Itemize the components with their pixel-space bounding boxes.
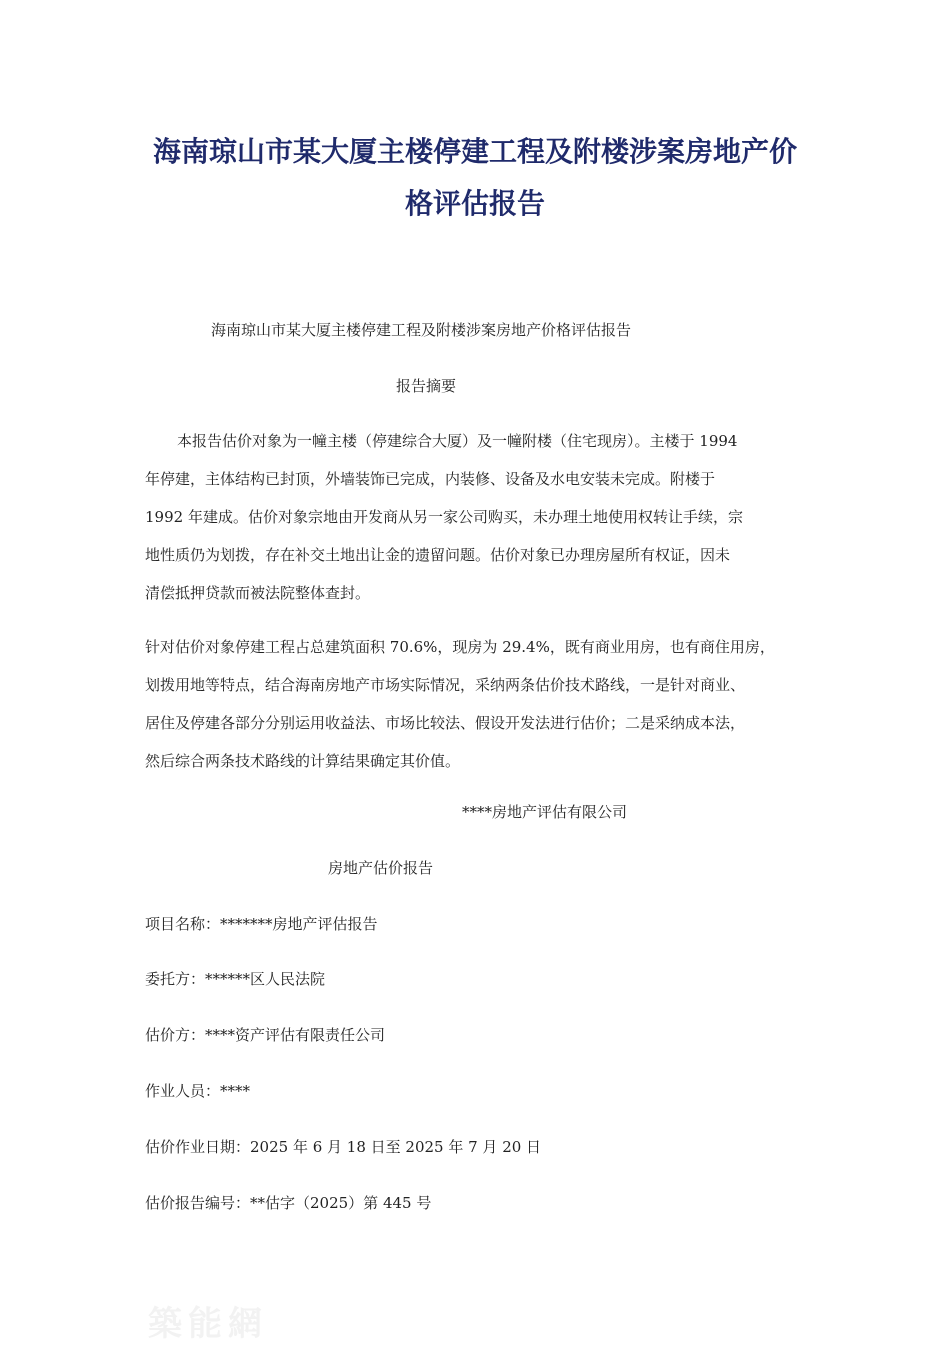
document-title-line-2: 格评估报告 [404,187,545,220]
company-signature: ****房地产评估有限公司 [462,803,628,821]
summary-paragraph-2 [145,628,810,780]
appraiser-field: 估价方：****资产评估有限责任公司 [145,1026,386,1044]
report-number-field: 估价报告编号：**估字（2025）第 445 号 [145,1194,432,1212]
work-date-field: 估价作业日期：2025 年 6 月 18 日至 2025 年 7 月 20 日 [145,1138,542,1156]
watermark-logo: 築能網 [148,1304,268,1344]
document-title [120,126,830,230]
summary-paragraph-1-line: 清偿抵押贷款而被法院整体查封。 [145,584,371,602]
summary-paragraph-2-line: 然后综合两条技术路线的计算结果确定其价值。 [145,752,461,770]
summary-paragraph-1-line: 1992 年建成。估价对象宗地由开发商从另一家公司购买，未办理土地使用权转让手续，宗 [145,508,743,526]
summary-paragraph-2-line: 划拨用地等特点，结合海南房地产市场实际情况，采纳两条估价技术路线，一是针对商业、 [145,676,746,694]
summary-paragraph-1-line: 地性质仍为划拨，存在补交土地出让金的遗留问题。估价对象已办理房屋所有权证，因未 [145,546,731,564]
project-name-field: 项目名称：*******房地产评估报告 [145,915,378,933]
summary-paragraph-1-line: 年停建，主体结构已封顶，外墙装饰已完成，内装修、设备及水电安装未完成。附楼于 [145,470,716,488]
summary-paragraph-1 [145,422,810,612]
report-heading: 房地产估价报告 [328,859,434,877]
report-subject-heading: 海南琼山市某大厦主楼停建工程及附楼涉案房地产价格评估报告 [211,321,632,339]
client-field: 委托方：******区人民法院 [145,970,326,988]
summary-paragraph-1-line: 本报告估价对象为一幢主楼（停建综合大厦）及一幢附楼（住宅现房）。主楼于 1994 [177,432,738,450]
document-title-line-1: 海南琼山市某大厦主楼停建工程及附楼涉案房地产价 [152,135,797,168]
summary-paragraph-2-line: 居住及停建各部分分别运用收益法、市场比较法、假设开发法进行估价；二是采纳成本法， [145,714,746,732]
summary-heading: 报告摘要 [396,377,457,395]
staff-field: 作业人员：**** [145,1082,251,1100]
summary-paragraph-2-line: 针对估价对象停建工程占总建筑面积 70.6%，现房为 29.4%，既有商业用房，也有商住用房， [145,638,775,656]
